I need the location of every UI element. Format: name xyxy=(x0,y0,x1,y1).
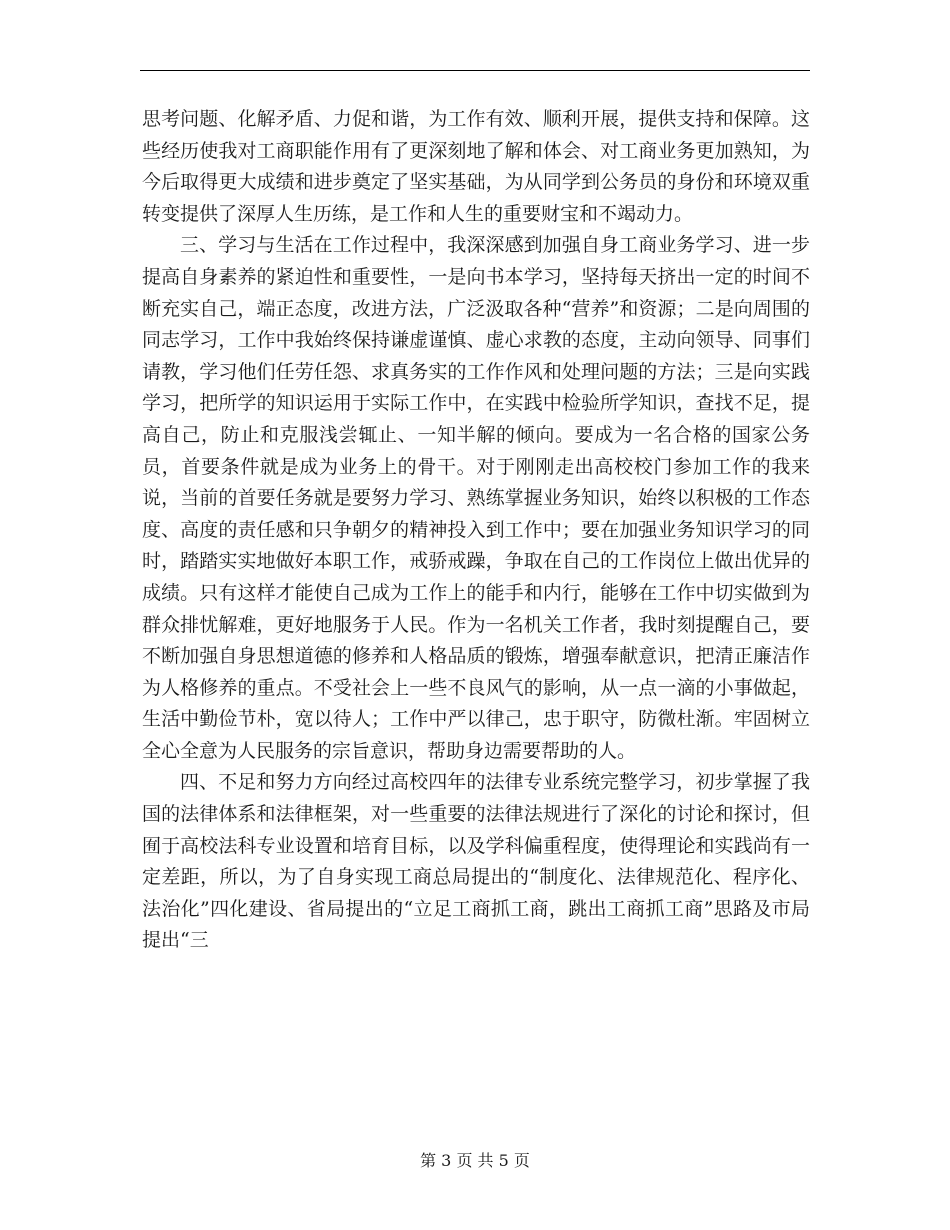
page-number-footer: 第 3 页 共 5 页 xyxy=(420,1151,530,1170)
paragraph-3: 四、不足和努力方向经过高校四年的法律专业系统完整学习，初步掌握了我国的法律体系和法律框架，对一些重要的法律法规进行了深化的讨论和探讨，但囿于高校法科专业设置和培育目标，以及学科偏重程度，使得理论和实践尚有一定差距，所以，为了自身实现工商总局提出的“制度化、法律规范化、程序化、法治化”四化建设、省局提出的“立足工商抓工商，跳出工商抓工商”思路及市局提出“三 xyxy=(142,771,810,952)
header-rule xyxy=(140,70,810,71)
document-body xyxy=(142,104,810,957)
paragraph-2: 三、学习与生活在工作过程中，我深深感到加强自身工商业务学习、进一步提高自身素养的紧迫性和重要性，一是向书本学习，坚持每天挤出一定的时间不断充实自己，端正态度，改进方法，广泛汲取各种“营养”和资源；二是向周围的同志学习，工作中我始终保持谦虚谨慎、虚心求教的态度，主动向领导、同事们请教，学习他们任劳任怨、求真务实的工作作风和处理问题的方法；三是向实践学习，把所学的知识运用于实际工作中，在实践中检验所学知识，查找不足，提高自己，防止和克服浅尝辄止、一知半解的倾向。要成为一名合格的国家公务员，首要条件就是成为业务上的骨干。对于刚刚走出高校校门参加工作的我来说，当前的首要任务就是要努力学习、熟练掌握业务知识，始终以积极的工作态度、高度的责任感和只争朝夕的精神投入到工作中；要在加强业务知识学习的同时，踏踏实实地做好本职工作，戒骄戒躁，争取在自己的工作岗位上做出优异的成绩。只有这样才能使自己成为工作上的能手和内行，能够在工作中切实做到为群众排忧解难，更好地服务于人民。作为一名机关工作者，我时刻提醒自己，要不断加强自身思想道德的修养和人格品质的锻炼，增强奉献意识，把清正廉洁作为人格修养的重点。不受社会上一些不良风气的影响，从一点一滴的小事做起，生活中勤俭节朴，宽以待人；工作中严以律己，忠于职守，防微杜渐。牢固树立全心全意为人民服务的宗旨意识，帮助身边需要帮助的人。 xyxy=(142,234,810,762)
paragraph-1: 思考问题、化解矛盾、力促和谐，为工作有效、顺利开展，提供支持和保障。这些经历使我对工商职能作用有了更深刻地了解和体会、对工商业务更加熟知，为今后取得更大成绩和进步奠定了坚实基础，为从同学到公务员的身份和环境双重转变提供了深厚人生历练，是工作和人生的重要财宝和不竭动力。 xyxy=(142,108,810,225)
